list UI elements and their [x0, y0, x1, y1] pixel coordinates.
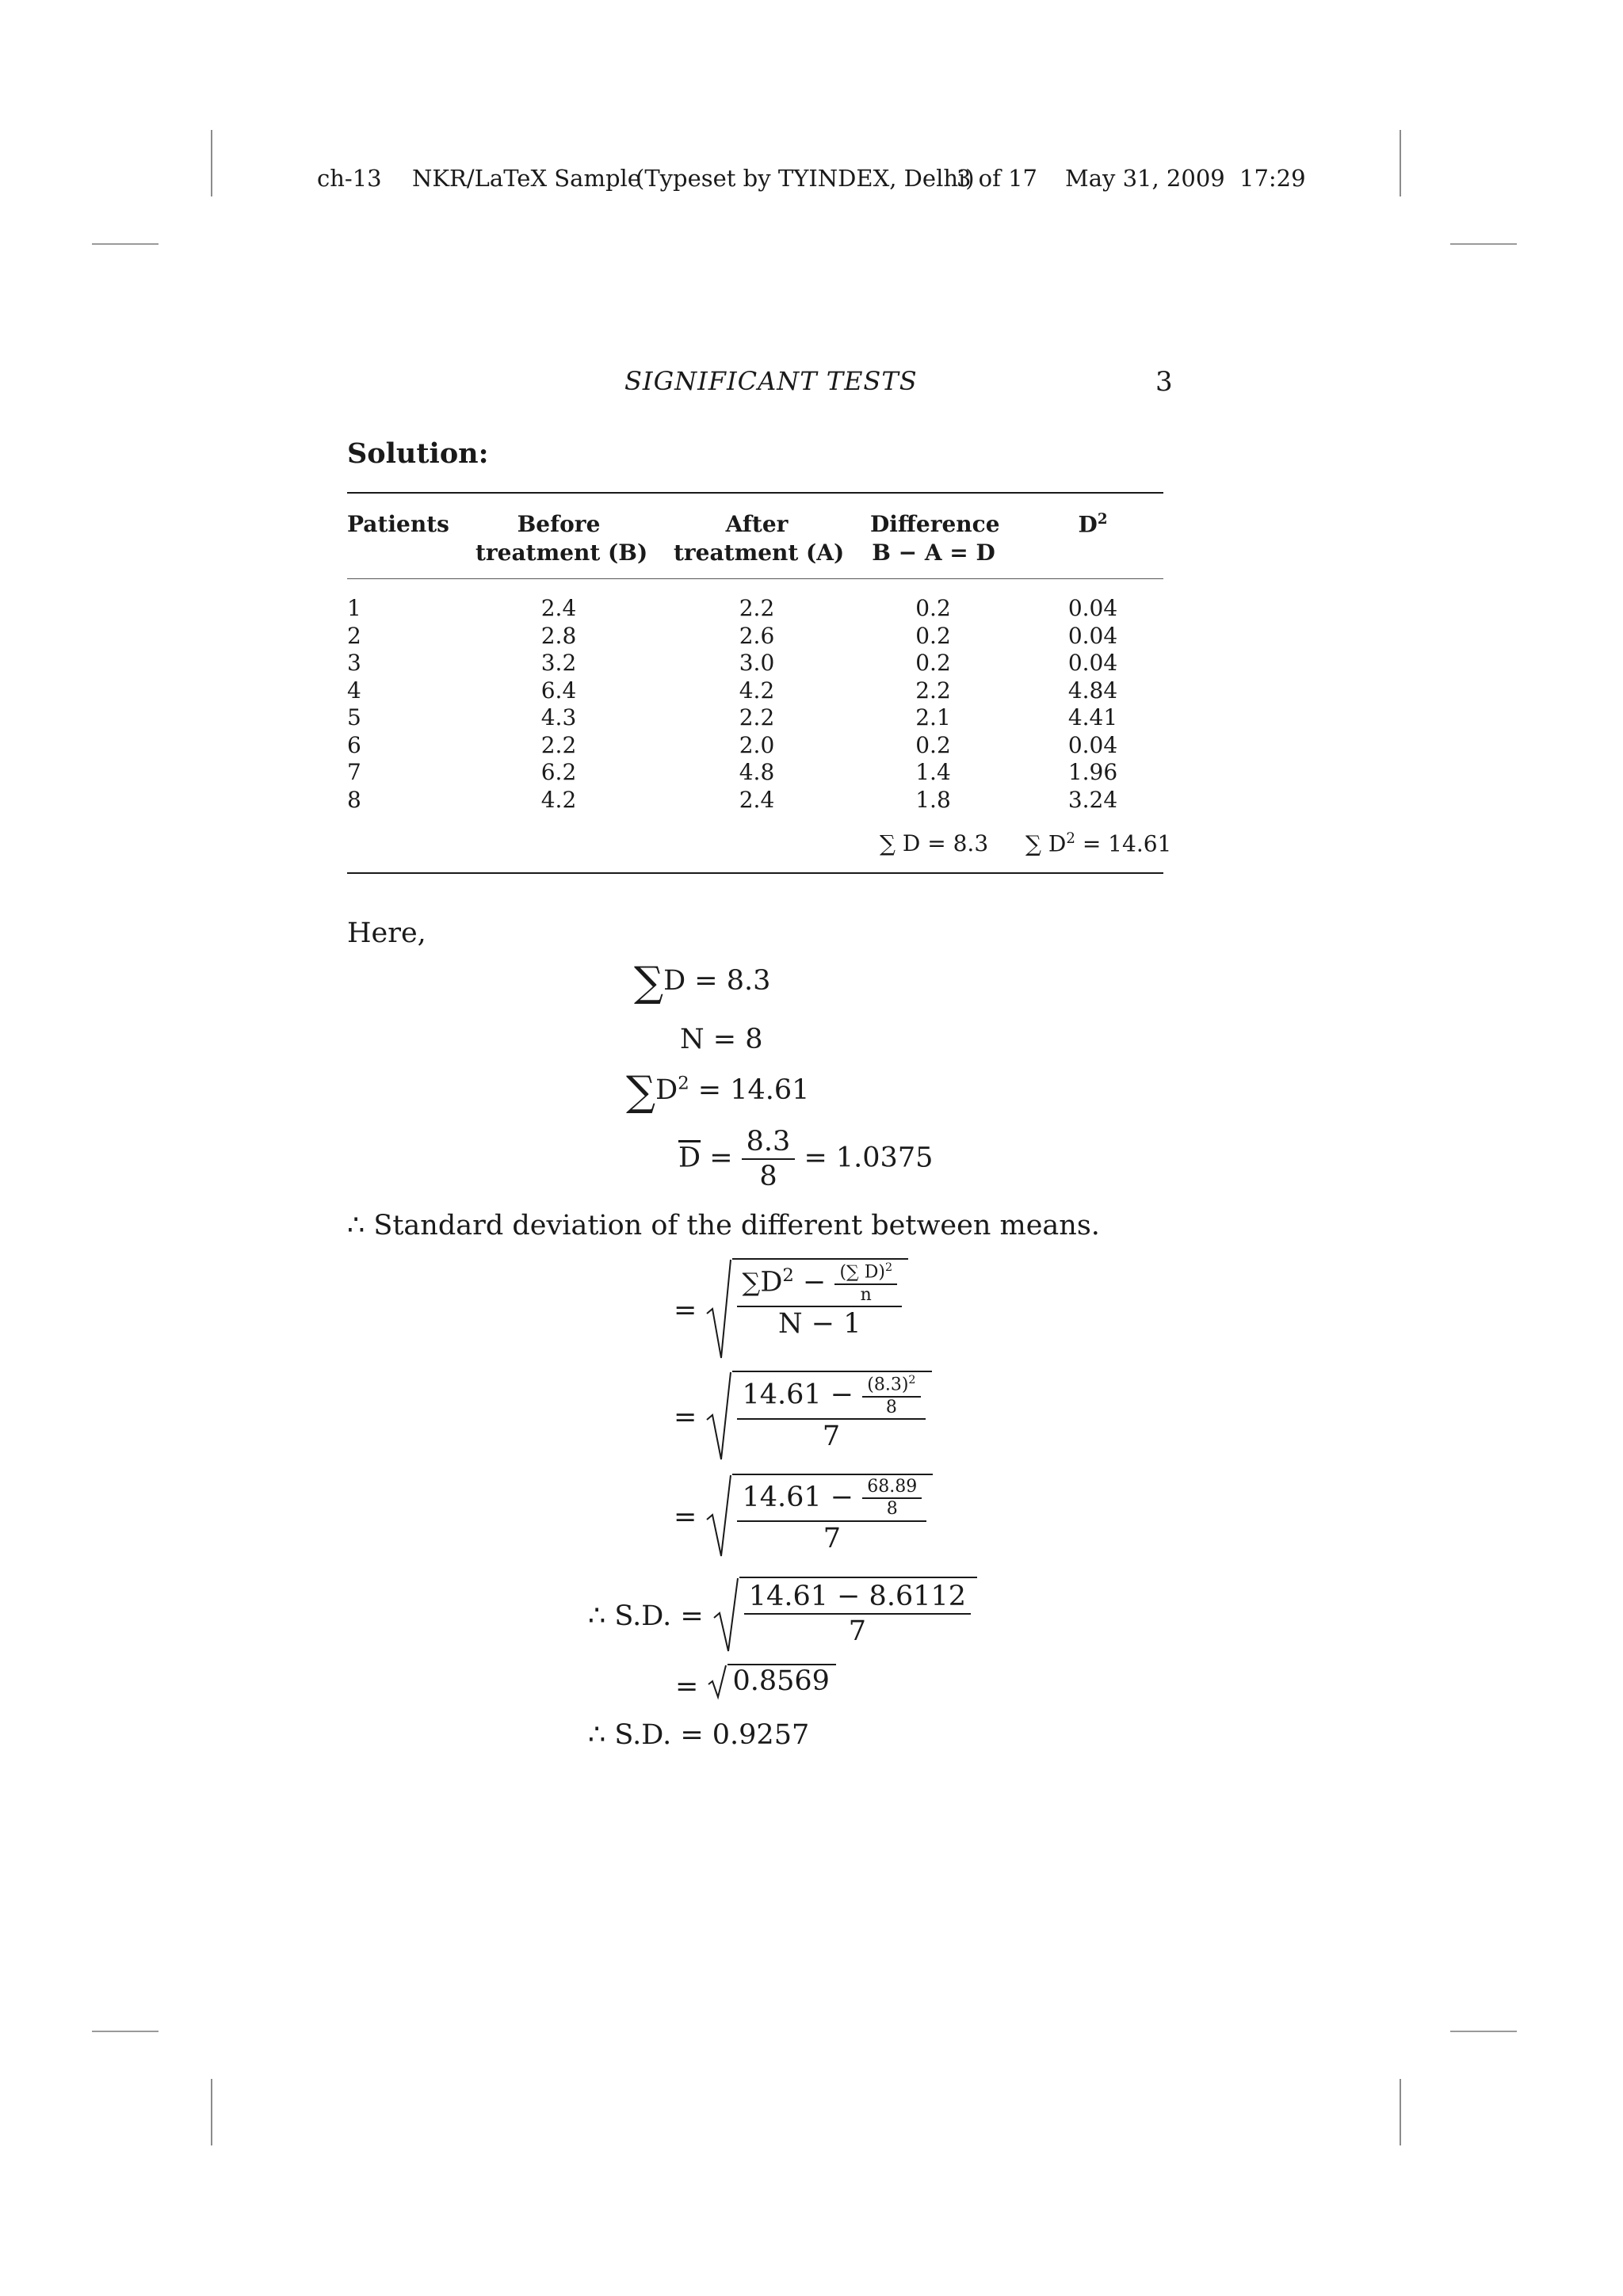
- step-4-fraction: $\frac{14.61 - 8.6112}{7}$: [744, 1580, 971, 1648]
- crop-mark: [92, 2031, 158, 2032]
- step-3-fraction: 14.61 − $\frac{68.89}{8}$ 7: [737, 1477, 926, 1555]
- given-dbar: $\overline{D}$ = $\frac{8.3}{8}$ = 1.0375: [678, 1126, 934, 1192]
- step-6: ∴ S.D. = 0.9257: [588, 1719, 810, 1751]
- col-header-patients: Patients: [347, 511, 449, 537]
- cell-patient: 3: [347, 650, 361, 676]
- cell-before: 6.4: [540, 677, 577, 704]
- given-n: N = 8: [680, 1024, 763, 1055]
- radical: [705, 1258, 908, 1363]
- step-1: = $\sum D^2$ − $\frac{(\sum D)^2}{n}$ N − 1: [674, 1258, 908, 1363]
- header-date: May 31, 2009: [1065, 165, 1225, 192]
- step-4: ∴ S.D. = $\frac{14.61 - 8.6112}{7}$: [588, 1577, 977, 1656]
- cell-difference: 1.8: [915, 786, 951, 813]
- cell-patient: 6: [347, 731, 361, 758]
- cell-before: 6.2: [540, 759, 577, 785]
- cell-difference: 0.2: [915, 731, 951, 758]
- dbar-fraction: $\frac{8.3}{8}$: [742, 1125, 796, 1193]
- col-header-after: After treatment (A): [674, 511, 845, 566]
- header-chapter: ch-13: [317, 165, 382, 192]
- crop-mark: [211, 130, 212, 196]
- step-2: = 14.61 − $\frac{(8.3)^2}{8}$ 7: [674, 1371, 932, 1464]
- table-bottom-rule: [347, 872, 1163, 874]
- radical: [712, 1577, 977, 1656]
- sigma-symbol: ∑: [626, 1068, 656, 1116]
- cell-d-squared: 0.04: [1067, 650, 1118, 676]
- cell-after: 2.0: [739, 731, 775, 758]
- cell-patient: 8: [347, 786, 361, 813]
- crop-mark: [1400, 2079, 1401, 2145]
- cell-difference: 0.2: [915, 595, 951, 621]
- here-label: Here,: [347, 917, 426, 949]
- cell-difference: 0.2: [915, 650, 951, 676]
- page-number: 3: [1155, 366, 1173, 398]
- header-typeset: (Typeset by TYINDEX, Delhi): [636, 165, 975, 192]
- cell-before: 2.4: [540, 595, 577, 621]
- cell-d-squared: 1.96: [1067, 759, 1118, 785]
- col-header-difference: Difference B − A = D: [870, 511, 1000, 566]
- cell-patient: 4: [347, 677, 361, 704]
- given-sum-d: ∑D = 8.3: [634, 959, 771, 1006]
- col-header-before: Before treatment (B): [475, 511, 648, 566]
- cell-after: 2.2: [739, 704, 775, 730]
- cell-d-squared: 4.41: [1067, 704, 1118, 730]
- cell-after: 4.2: [739, 677, 775, 704]
- cell-difference: 2.2: [915, 677, 951, 704]
- cell-difference: 2.1: [915, 704, 951, 730]
- table-header-rule: [347, 578, 1163, 579]
- radical: 0.8569: [707, 1664, 835, 1700]
- sd-statement: ∴ Standard deviation of the different between means.: [347, 1210, 1100, 1241]
- crop-mark: [1400, 130, 1401, 196]
- crop-mark: [1450, 243, 1517, 245]
- header-pages: 3 of 17: [957, 165, 1037, 192]
- given-sum-d2: $\sum D^2 = 14.61$: [626, 1068, 810, 1116]
- sum-d2-cell: ∑ $D^2 = 14.61$: [1025, 830, 1172, 857]
- cell-before: 4.3: [540, 704, 577, 730]
- cell-before: 3.2: [540, 650, 577, 676]
- cell-d-squared: 0.04: [1067, 622, 1118, 649]
- header-sample: NKR/LaTeX Sample: [412, 165, 641, 192]
- cell-d-squared: 0.04: [1067, 731, 1118, 758]
- header-time: 17:29: [1239, 165, 1306, 192]
- cell-before: 2.2: [540, 731, 577, 758]
- running-head-title: SIGNIFICANT TESTS: [624, 366, 918, 396]
- col-header-d-squared: $D^2$: [1078, 511, 1108, 538]
- cell-after: 3.0: [739, 650, 775, 676]
- cell-after: 2.6: [739, 622, 775, 649]
- cell-difference: 0.2: [915, 622, 951, 649]
- table-top-rule: [347, 492, 1163, 494]
- cell-before: 4.2: [540, 786, 577, 813]
- cell-d-squared: 4.84: [1067, 677, 1118, 704]
- crop-mark: [211, 2079, 212, 2145]
- radical: [705, 1371, 931, 1464]
- crop-mark: [92, 243, 158, 245]
- solution-label: Solution:: [347, 437, 489, 470]
- cell-before: 2.8: [540, 622, 577, 649]
- cell-after: 2.4: [739, 786, 775, 813]
- cell-patient: 1: [347, 595, 361, 621]
- cell-d-squared: 3.24: [1067, 786, 1118, 813]
- sigma-symbol: ∑: [634, 959, 664, 1006]
- cell-patient: 7: [347, 759, 361, 785]
- cell-difference: 1.4: [915, 759, 951, 785]
- cell-after: 4.8: [739, 759, 775, 785]
- cell-after: 2.2: [739, 595, 775, 621]
- sum-d-cell: ∑ D = 8.3: [880, 830, 989, 856]
- step-5: = 0.8569: [675, 1664, 836, 1703]
- cell-patient: 2: [347, 622, 361, 649]
- step-3: = 14.61 − $\frac{68.89}{8}$ 7: [674, 1474, 933, 1561]
- step-1-fraction: $\sum D^2$ − $\frac{(\sum D)^2}{n}$ N − 1: [737, 1261, 902, 1341]
- cell-d-squared: 0.04: [1067, 595, 1118, 621]
- radical: [705, 1474, 933, 1561]
- cell-patient: 5: [347, 704, 361, 730]
- step-2-fraction: 14.61 − $\frac{(8.3)^2}{8}$ 7: [737, 1374, 925, 1453]
- crop-mark: [1450, 2031, 1517, 2032]
